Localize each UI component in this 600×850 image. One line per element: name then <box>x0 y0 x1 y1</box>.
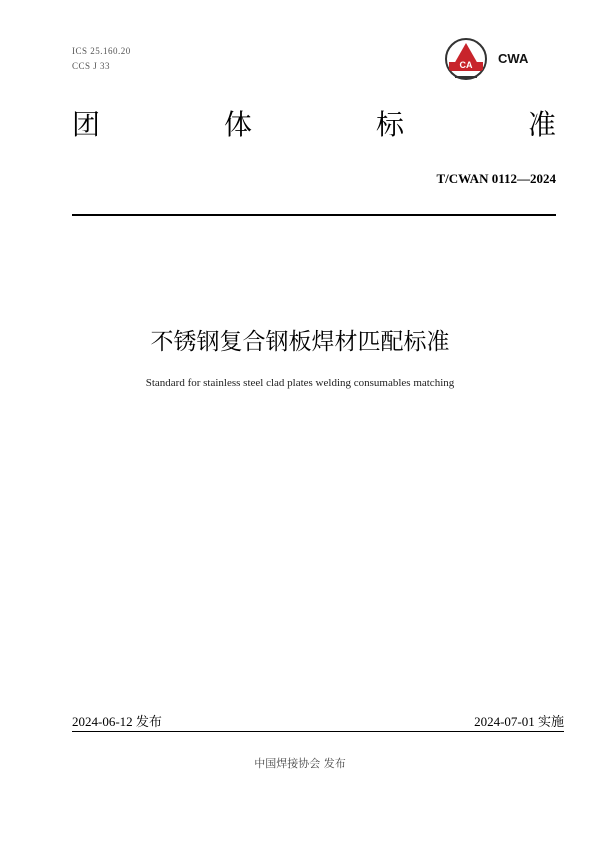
doc-type-char: 准 <box>527 108 556 141</box>
header-divider <box>72 214 556 216</box>
ics-code: ICS 25.160.20 <box>72 46 131 56</box>
title-chinese: 不锈钢复合钢板焊材匹配标准 <box>150 329 450 355</box>
doc-type-char: 体 <box>223 108 252 141</box>
implementation-date: 2024-07-01 实施 <box>474 714 564 729</box>
standard-number: T/CWAN 0112—2024 <box>436 171 556 186</box>
classification-codes <box>72 44 131 74</box>
cwa-logo-icon <box>441 37 491 82</box>
doc-type-char: 标 <box>375 108 404 141</box>
footer-divider <box>72 731 564 732</box>
logo-mark-text: CA <box>459 60 473 70</box>
document-type-heading <box>72 108 556 142</box>
doc-type-char: 团 <box>72 108 101 141</box>
org-abbreviation: CWA <box>498 51 529 66</box>
issue-date: 2024-06-12 发布 <box>72 714 162 729</box>
ccs-code: CCS J 33 <box>72 61 111 71</box>
publisher: 中国焊接协会 发布 <box>254 757 346 770</box>
title-english: Standard for stainless steel clad plates welding consumables matching <box>145 377 455 389</box>
